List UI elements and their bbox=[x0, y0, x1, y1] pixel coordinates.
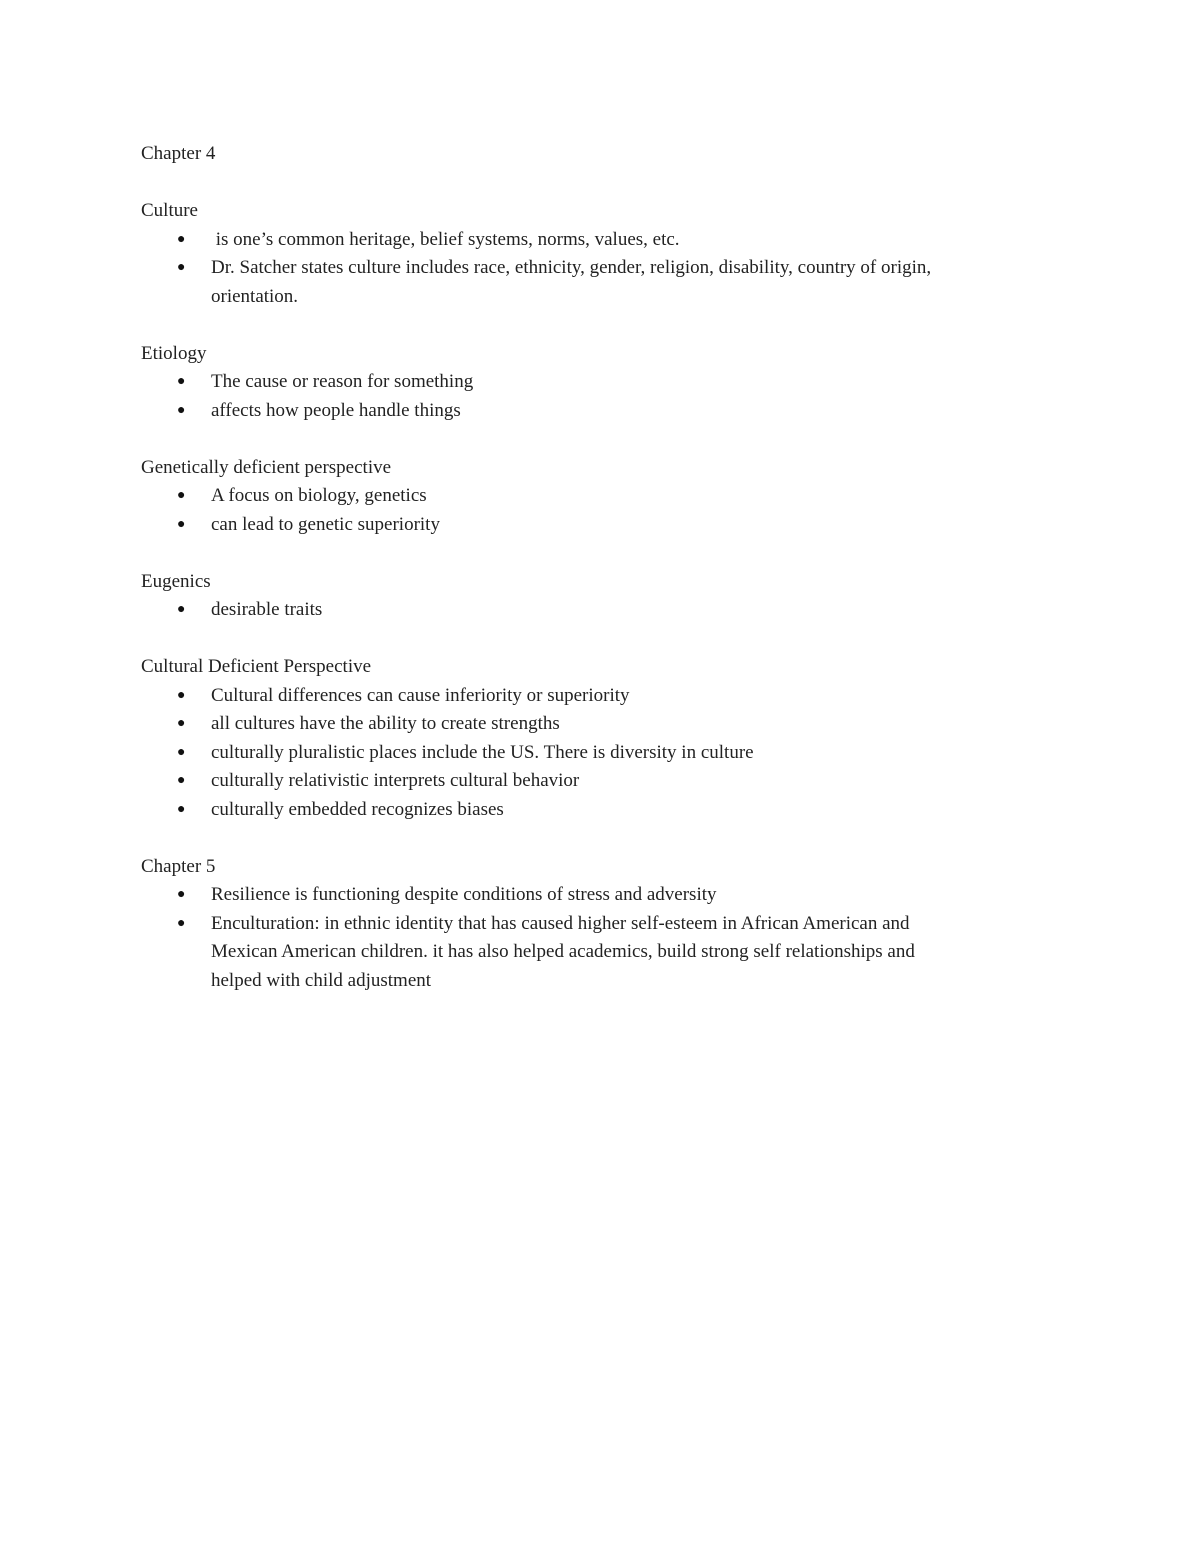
list-item bbox=[141, 767, 1041, 796]
list-item bbox=[141, 682, 1041, 711]
list-item-text: culturally pluralistic places include the US. There is diversity in culture bbox=[211, 741, 754, 763]
bullet-list bbox=[141, 226, 1041, 312]
section-heading: Chapter 5 bbox=[141, 855, 216, 877]
list-item-text: Resilience is functioning despite conditions of stress and adversity bbox=[211, 884, 717, 905]
list-item-text: Enculturation: in ethnic identity that has caused higher self-esteem in African American and Mexican American children. it has also helped academics, build strong self relationships and helped with child adjustment bbox=[211, 912, 915, 991]
bullet-icon: ● bbox=[177, 915, 186, 931]
section-heading: Genetically deficient perspective bbox=[141, 456, 392, 478]
bullet-icon: ● bbox=[177, 231, 186, 247]
bullet-list bbox=[141, 881, 1041, 995]
list-item bbox=[141, 368, 1041, 397]
list-item-text: Cultural differences can cause inferiority or superiority bbox=[211, 684, 630, 706]
list-item-text: all cultures have the ability to create strengths bbox=[211, 713, 560, 734]
bullet-icon: ● bbox=[177, 602, 186, 617]
list-item-text: desirable traits bbox=[211, 599, 323, 620]
bullet-icon: ● bbox=[177, 687, 186, 703]
list-item-text: is one’s common heritage, belief systems, norms, values, etc. bbox=[211, 228, 680, 250]
bullet-icon: ● bbox=[177, 716, 186, 731]
list-item-text: culturally relativistic interprets cultural behavior bbox=[211, 770, 580, 791]
section-heading: Culture bbox=[141, 200, 198, 221]
section-heading: Eugenics bbox=[141, 570, 211, 592]
list-item-text: Dr. Satcher states culture includes race, ethnicity, gender, religion, disability, country of origin, orientation. bbox=[211, 257, 932, 307]
bullet-icon: ● bbox=[177, 744, 186, 760]
bullet-icon: ● bbox=[177, 374, 186, 389]
list-item bbox=[141, 511, 1041, 540]
list-item bbox=[141, 739, 1041, 768]
bullet-list bbox=[141, 596, 1041, 625]
bullet-icon: ● bbox=[177, 516, 186, 532]
list-item bbox=[141, 910, 1041, 996]
list-item bbox=[141, 796, 1041, 825]
bullet-icon: ● bbox=[177, 773, 186, 788]
section-heading: Cultural Deficient Perspective bbox=[141, 656, 372, 677]
list-item-text: The cause or reason for something bbox=[211, 371, 474, 392]
section-heading: Chapter 4 bbox=[141, 143, 216, 164]
list-item bbox=[141, 596, 1041, 625]
list-item bbox=[141, 397, 1041, 426]
list-item bbox=[141, 710, 1041, 739]
bullet-list bbox=[141, 682, 1041, 825]
list-item bbox=[141, 482, 1041, 511]
list-item bbox=[141, 254, 1041, 311]
list-item-text: can lead to genetic superiority bbox=[211, 513, 440, 535]
list-item-text: A focus on biology, genetics bbox=[211, 485, 427, 506]
section-heading: Etiology bbox=[141, 342, 207, 364]
document-page bbox=[141, 140, 1041, 995]
bullet-icon: ● bbox=[177, 801, 186, 817]
bullet-icon: ● bbox=[177, 887, 186, 902]
list-item-text: affects how people handle things bbox=[211, 399, 461, 421]
bullet-icon: ● bbox=[177, 488, 186, 503]
bullet-list bbox=[141, 368, 1041, 425]
list-item-text: culturally embedded recognizes biases bbox=[211, 798, 504, 820]
bullet-list bbox=[141, 482, 1041, 539]
bullet-icon: ● bbox=[177, 402, 186, 418]
list-item bbox=[141, 881, 1041, 910]
bullet-icon: ● bbox=[177, 260, 186, 275]
list-item bbox=[141, 226, 1041, 255]
